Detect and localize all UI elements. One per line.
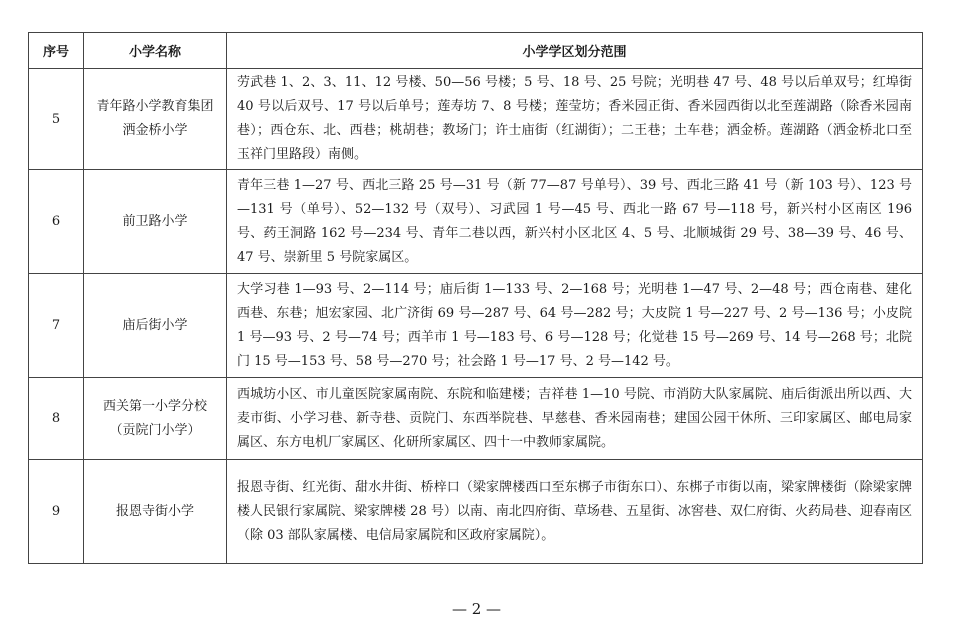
table-row: [29, 274, 923, 378]
table-header-row: [29, 33, 923, 69]
header-school-name: 小学名称: [84, 33, 227, 69]
district-range-cell: 报恩寺街、红光街、甜水井街、桥梓口（梁家牌楼西口至东梆子市街东口）、东梆子市街以南，梁家牌楼街（除梁家牌楼人民银行家属院、梁家牌楼 28 号）以南、南北四府街、草场巷、五星街、冰窖巷、双仁府街、火药局巷、迎春南区（除 03 部队家属楼、电信局家属院和区政府家属院）。: [227, 460, 923, 564]
header-serial-number: 序号: [29, 33, 84, 69]
district-range-cell: 大学习巷 1—93 号、2—114 号；庙后街 1—133 号、2—168 号；光明巷 1—47 号、2—48 号；西仓南巷、建化西巷、东巷；旭宏家园、北广济街 69 号—287 号、64 号—282 号；大皮院 1 号—227 号、2 号—136 号；小皮院 1 号—93 号、2 号—74 号；西羊市 1 号—183 号、6 号—128 号；化觉巷 15 号—269 号、14 号—268 号；北院门 15 号—153 号、58 号—270 号；社会路 1 号—17 号、2 号—142 号。: [227, 274, 923, 378]
school-name-cell: 庙后街小学: [84, 274, 227, 378]
district-range-cell: 西城坊小区、市儿童医院家属南院、东院和临建楼；吉祥巷 1—10 号院、市消防大队家属院、庙后街派出所以西、大麦市街、小学习巷、新寺巷、贡院门、东西举院巷、早慈巷、香米园南巷；建国公园干休所、三印家属区、邮电局家属区、东方电机厂家属区、化研所家属区、四十一中教师家属院。: [227, 378, 923, 460]
table-row: [29, 460, 923, 564]
serial-number-cell: 9: [29, 460, 84, 564]
school-district-table: [28, 32, 923, 564]
school-name-cell: 报恩寺街小学: [84, 460, 227, 564]
page-number: — 2 —: [451, 600, 502, 618]
table-row: [29, 378, 923, 460]
serial-number-cell: 7: [29, 274, 84, 378]
table-row: [29, 69, 923, 170]
serial-number-cell: 5: [29, 69, 84, 170]
school-name-cell: 西关第一小学分校（贡院门小学）: [84, 378, 227, 460]
district-range-cell: 劳武巷 1、2、3、11、12 号楼、50—56 号楼；5 号、18 号、25 号院；光明巷 47 号、48 号以后单双号；红埠街 40 号以后双号、17 号以后单号；莲寿坊 7、8 号楼；莲莹坊；香米园正街、香米园西街以北至莲湖路（除香米园南巷）；西仓东、北、西巷；桃胡巷；教场门；许士庙街（红湖街）；二王巷；土车巷；洒金桥。莲湖路（洒金桥北口至玉祥门里路段）南侧。: [227, 69, 923, 170]
table-row: [29, 170, 923, 274]
school-name-cell: 青年路小学教育集团洒金桥小学: [84, 69, 227, 170]
district-range-cell: 青年三巷 1—27 号、西北三路 25 号—31 号（新 77—87 号单号）、39 号、西北三路 41 号（新 103 号）、123 号—131 号（单号）、52—132 号（双号）、习武园 1 号—45 号、西北一路 67 号—118 号，新兴村小区南区 196 号、药王洞路 162 号—234 号、青年二巷以西，新兴村小区北区 4、5 号、北顺城街 29 号、38—39 号、46 号、47 号、崇新里 5 号院家属区。: [227, 170, 923, 274]
serial-number-cell: 6: [29, 170, 84, 274]
school-name-cell: 前卫路小学: [84, 170, 227, 274]
header-district-range: 小学学区划分范围: [227, 33, 923, 69]
serial-number-cell: 8: [29, 378, 84, 460]
document-page: [28, 32, 923, 564]
